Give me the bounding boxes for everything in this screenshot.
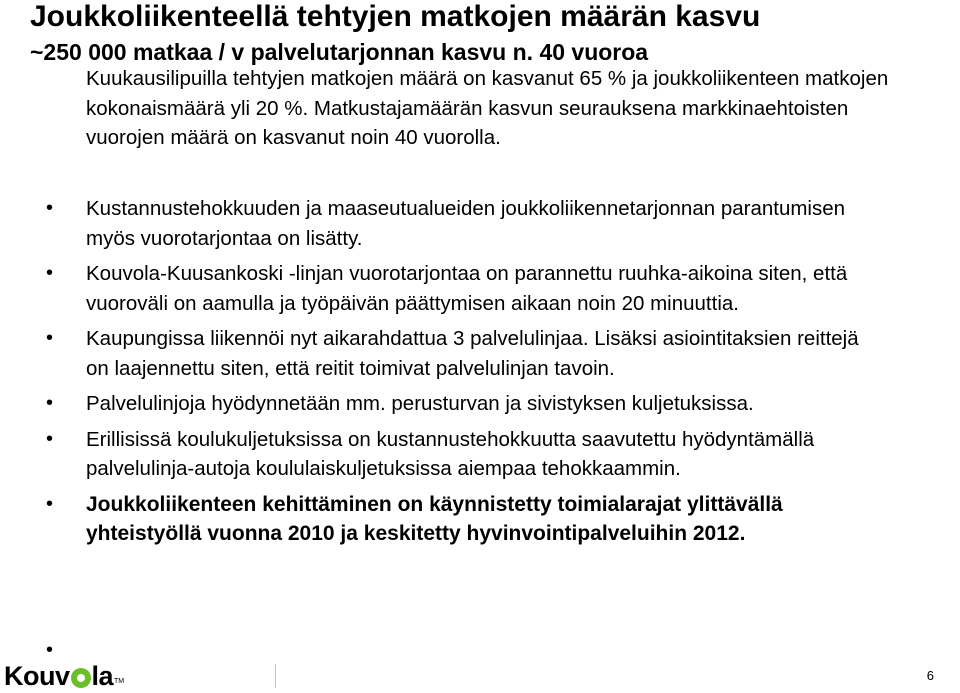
list-item-text: Palvelulinjoja hyödynnetään mm. perusturvan ja sivistyksen kuljetuksissa. (86, 392, 754, 415)
slide-subtitle: ~250 000 matkaa / v palvelutarjonnan kasvu n. 40 vuoroa (30, 39, 649, 65)
logo-trademark: TM (114, 678, 125, 685)
list-item (0, 194, 886, 253)
list-item (0, 259, 886, 318)
list-item (0, 425, 886, 484)
bullet-icon: • (46, 392, 54, 414)
bullet-icon: • (46, 327, 54, 349)
list-item-text: Kaupungissa liikennöi nyt aikarahdattua 3 palvelulinjaa. Lisäksi asiointitaksien reittejä on laajennettu siten, että reitit toimivat palvelulinjan tavoin. (86, 327, 859, 380)
list-item-text: Erillisissä koulukuljetuksissa on kustannustehokkuutta saavutettu hyödyntämällä palvelulinja-autoja koululaiskuljetuksissa aiempaa tehokkaammin. (86, 427, 815, 480)
logo-o-icon (71, 668, 91, 688)
bullet-icon: • (46, 197, 54, 219)
empty-bullet-icon: • (46, 639, 54, 661)
bullet-icon: • (46, 492, 54, 515)
bullet-list (0, 194, 960, 555)
list-item (0, 324, 886, 383)
page-number: 6 (926, 668, 934, 683)
logo-text-left: Kouv (4, 661, 70, 691)
list-item-text: Joukkoliikenteen kehittäminen on käynnistetty toimialarajat ylittävällä yhteistyöllä vuonna 2010 ja keskitetty hyvinvointipalveluihin 2012. (86, 492, 783, 545)
bullet-icon: • (46, 427, 54, 450)
list-item (0, 389, 886, 419)
footer-divider (275, 664, 276, 688)
slide-title: Joukkoliikenteellä tehtyjen matkojen määrän kasvu (30, 0, 761, 33)
kouvola-logo (4, 660, 124, 690)
list-item-text: Kouvola-Kuusankoski -linjan vuorotarjontaa on parannettu ruuhka-aikoina siten, että vuoroväli on aamulla ja työpäivän päättymisen aikaan noin 20 minuuttia. (86, 262, 848, 315)
logo-text-right: la (91, 661, 114, 691)
list-item-text: Kustannustehokkuuden ja maaseutualueiden joukkoliikennetarjonnan parantumisen myös vuorotarjontaa on lisätty. (86, 197, 846, 250)
list-item (0, 490, 886, 549)
intro-paragraph: Kuukausilipuilla tehtyjen matkojen määrä on kasvanut 65 % ja joukkoliikenteen matkojen kokonaismäärä yli 20 %. Matkustajamäärän kasvun seurauksena markkinaehtoisten vuorojen määrä on kasvanut noin 40 vuorolla. (86, 67, 889, 149)
bullet-icon: • (46, 262, 54, 284)
